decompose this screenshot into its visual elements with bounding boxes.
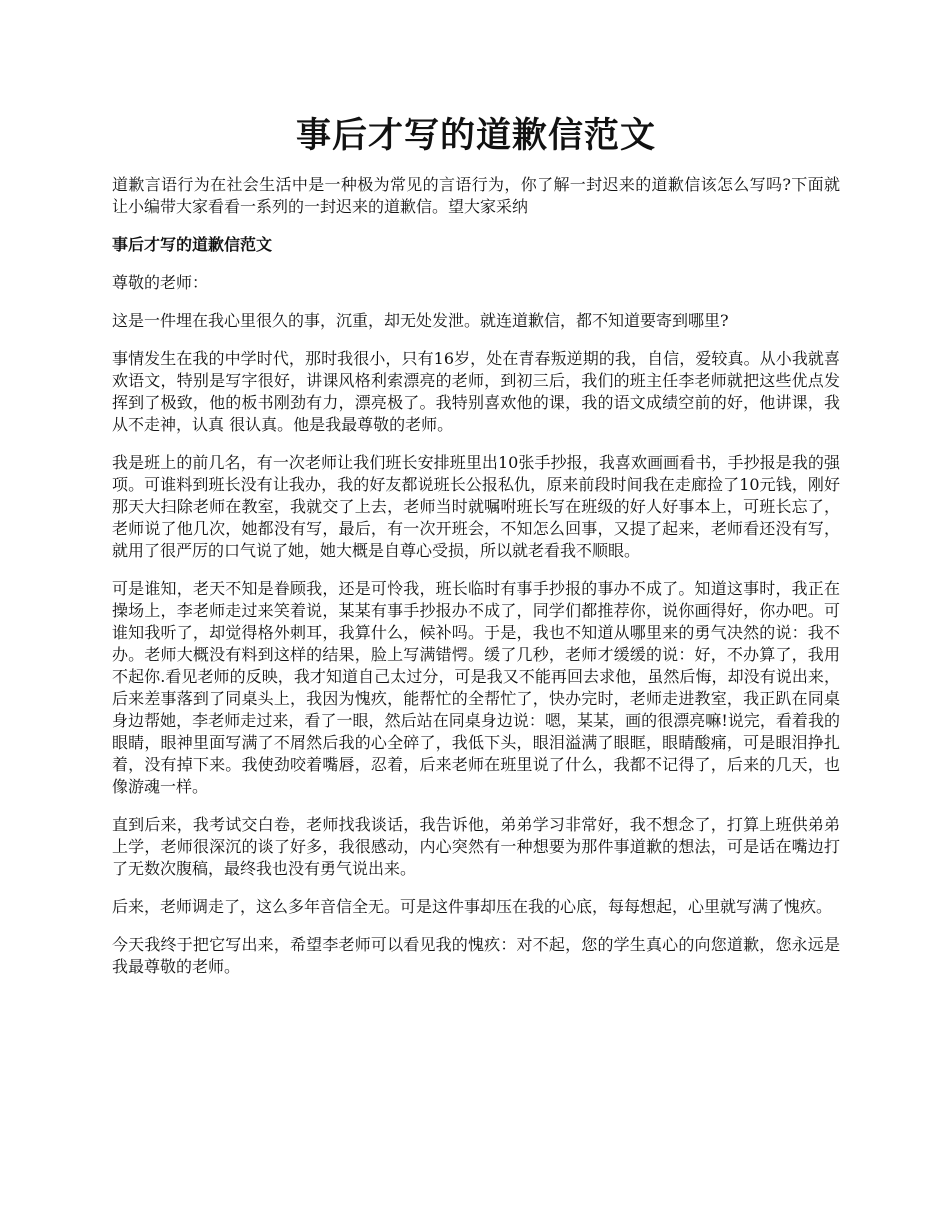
salutation: 尊敬的老师：	[112, 273, 209, 292]
body-paragraph-7: 今天我终于把它写出来，希望李老师可以看见我的愧疚：对不起，您的学生真心的向您道歉，您永远是我最尊敬的老师。	[112, 935, 840, 976]
body-paragraph-2: 事情发生在我的中学时代，那时我很小，只有16岁，处在青春叛逆期的我，自信，爱较真。从小我就喜欢语文，特别是写字很好，讲课风格利索漂亮的老师，到初三后，我们的班主任李老师就把这些优点发挥到了极致，他的板书刚劲有力，漂亮极了。我特别喜欢他的课，我的语文成绩空前的好，他讲课，我从不走神，认真 很认真。他是我最尊敬的老师。	[112, 349, 840, 434]
document-title: 事后才写的道歉信范文	[295, 115, 656, 156]
body-paragraph-3: 我是班上的前几名，有一次老师让我们班长安排班里出10张手抄报，我喜欢画画看书，手抄报是我的强项。可谁料到班长没有让我办，我的好友都说班长公报私仇，原来前段时间我在走廊捡了10元钱，刚好那天大扫除老师在教室，我就交了上去，老师当时就嘱咐班长写在班级的好人好事本上，可班长忘了，老师说了他几次，她都没有写，最后，有一次开班会，不知怎么回事，又提了起来，老师看还没有写，就用了很严厉的口气说了她，她大概是自尊心受损，所以就老看我不顺眼。	[112, 453, 840, 560]
section-heading: 事后才写的道歉信范文	[112, 235, 273, 254]
body-paragraph-6: 后来，老师调走了，这么多年音信全无。可是这件事却压在我的心底，每每想起，心里就写满了愧疚。	[112, 897, 833, 916]
body-paragraph-5: 直到后来，我考试交白卷，老师找我谈话，我告诉他，弟弟学习非常好，我不想念了，打算上班供弟弟上学，老师很深沉的谈了好多，我很感动，内心突然有一种想要为那件事道歉的想法，可是话在嘴边打了无数次腹稿，最终我也没有勇气说出来。	[112, 815, 840, 878]
intro-paragraph: 道歉言语行为在社会生活中是一种极为常见的言语行为，你了解一封迟来的道歉信该怎么写吗?下面就让小编带大家看看一系列的一封迟来的道歉信。望大家采纳	[112, 175, 840, 216]
body-paragraph-4: 可是谁知，老天不知是眷顾我，还是可怜我，班长临时有事手抄报的事办不成了。知道这事时，我正在操场上，李老师走过来笑着说，某某有事手抄报办不成了，同学们都推荐你，说你画得好，你办吧。可谁知我听了，却觉得格外刺耳，我算什么，候补吗。于是，我也不知道从哪里来的勇气决然的说：我不办。老师大概没有料到这样的结果，脸上写满错愕。缓了几秒，老师才缓缓的说：好，不办算了，我用不起你.看见老师的反映，我才知道自己太过分，可是我又不能再回去求他，虽然后悔，却没有说出来，后来差事落到了同桌头上，我因为愧疚，能帮忙的全帮忙了，快办完时，老师走进教室，我正趴在同桌身边帮她，李老师走过来，看了一眼，然后站在同桌身边说：嗯，某某，画的很漂亮嘛!说完，看着我的眼睛，眼神里面写满了不屑然后我的心全碎了，我低下头，眼泪溢满了眼眶，眼睛酸痛，可是眼泪挣扎着，没有掉下来。我使劲咬着嘴唇，忍着，后来老师在班里说了什么，我都不记得了，后来的几天，也像游魂一样。	[112, 579, 840, 796]
body-paragraph-1: 这是一件埋在我心里很久的事，沉重，却无处发泄。就连道歉信，都不知道要寄到哪里?	[112, 311, 729, 330]
document-page	[112, 108, 840, 994]
